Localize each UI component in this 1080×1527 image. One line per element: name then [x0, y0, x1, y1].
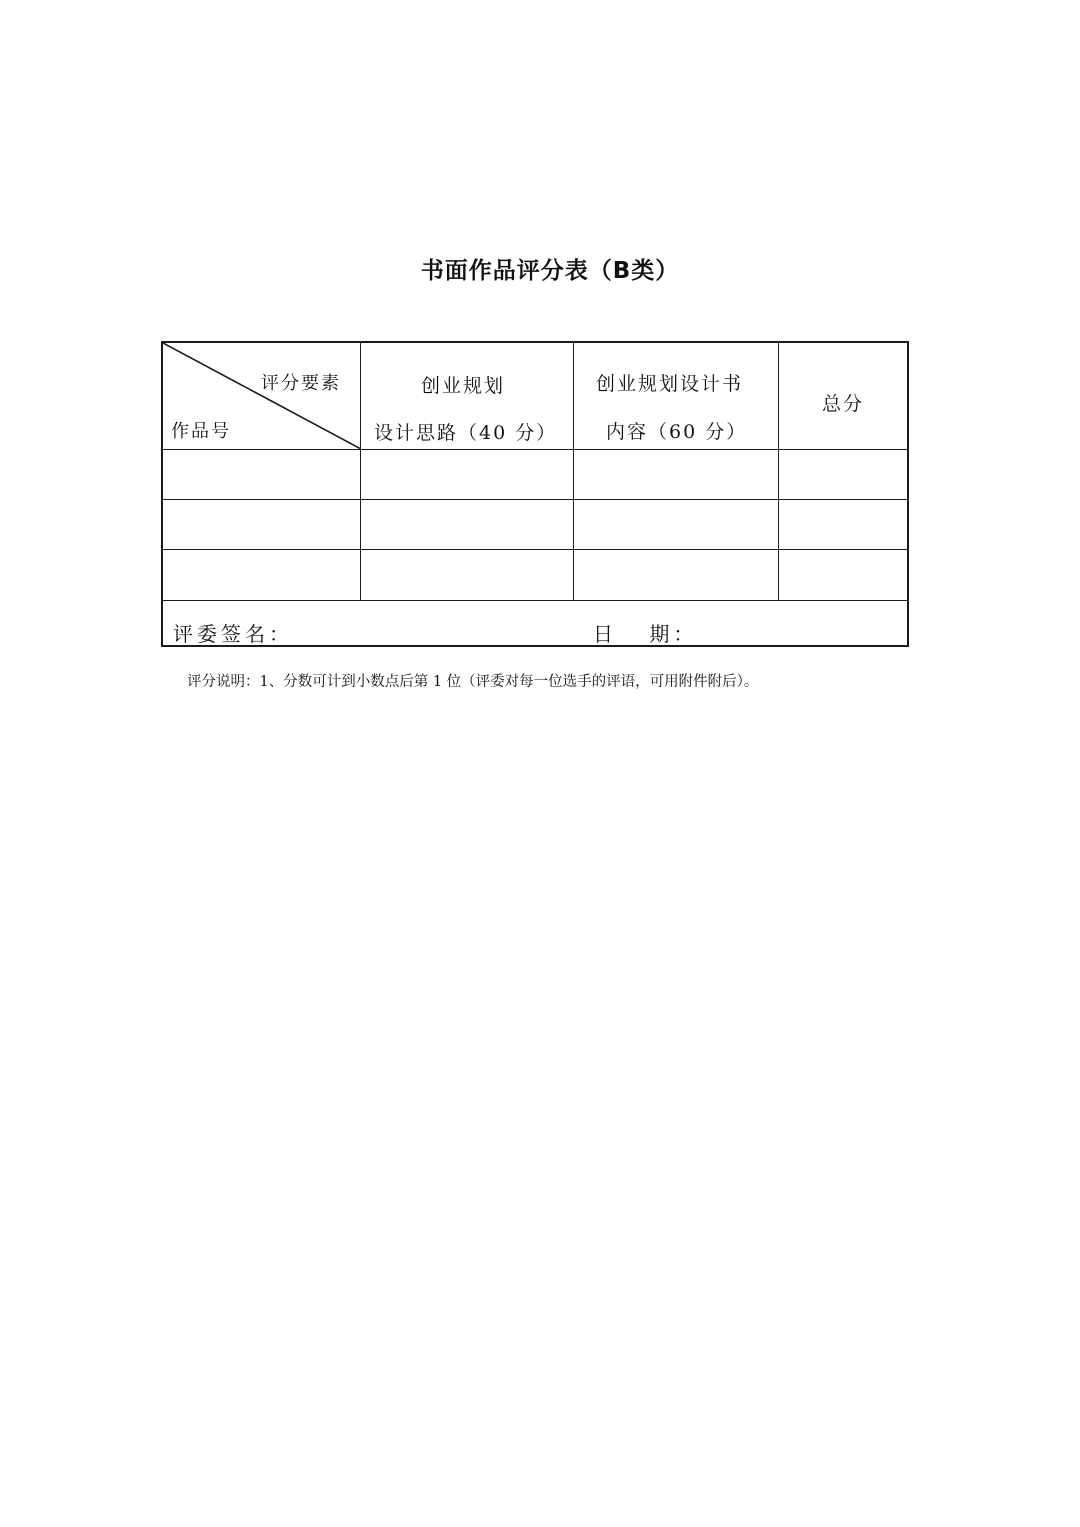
header-col3-total: 总分: [822, 393, 865, 415]
entry-number-cell[interactable]: [163, 550, 360, 600]
header-col2-line2: 内容（60 分）: [606, 421, 748, 443]
header-col1-line2: 设计思路（40 分）: [374, 422, 558, 444]
entry-number-cell[interactable]: [163, 500, 360, 549]
date-label: 日 期：: [593, 622, 698, 646]
header-col1-line1: 创业规划: [421, 375, 506, 397]
total-score-cell[interactable]: [779, 500, 907, 549]
total-score-cell[interactable]: [779, 550, 907, 600]
scoring-note: 评分说明：1、分数可计到小数点后第 1 位（评委对每一位选手的评语，可用附件附后）。: [187, 674, 759, 690]
header-col2-line1: 创业规划设计书: [596, 373, 744, 395]
total-score-cell[interactable]: [779, 450, 907, 499]
design-idea-score-cell[interactable]: [361, 500, 573, 549]
page-title: 书面作品评分表（B类）: [420, 258, 680, 284]
header-corner-entry-number: 作品号: [171, 421, 231, 442]
row-divider: [163, 600, 907, 601]
scoring-table: [161, 341, 909, 647]
header-corner-criteria: 评分要素: [261, 373, 341, 394]
design-idea-score-cell[interactable]: [361, 450, 573, 499]
plan-content-score-cell[interactable]: [574, 450, 778, 499]
entry-number-cell[interactable]: [163, 450, 360, 499]
judge-signature-label: 评委签名：: [173, 622, 293, 646]
design-idea-score-cell[interactable]: [361, 550, 573, 600]
plan-content-score-cell[interactable]: [574, 550, 778, 600]
plan-content-score-cell[interactable]: [574, 500, 778, 549]
